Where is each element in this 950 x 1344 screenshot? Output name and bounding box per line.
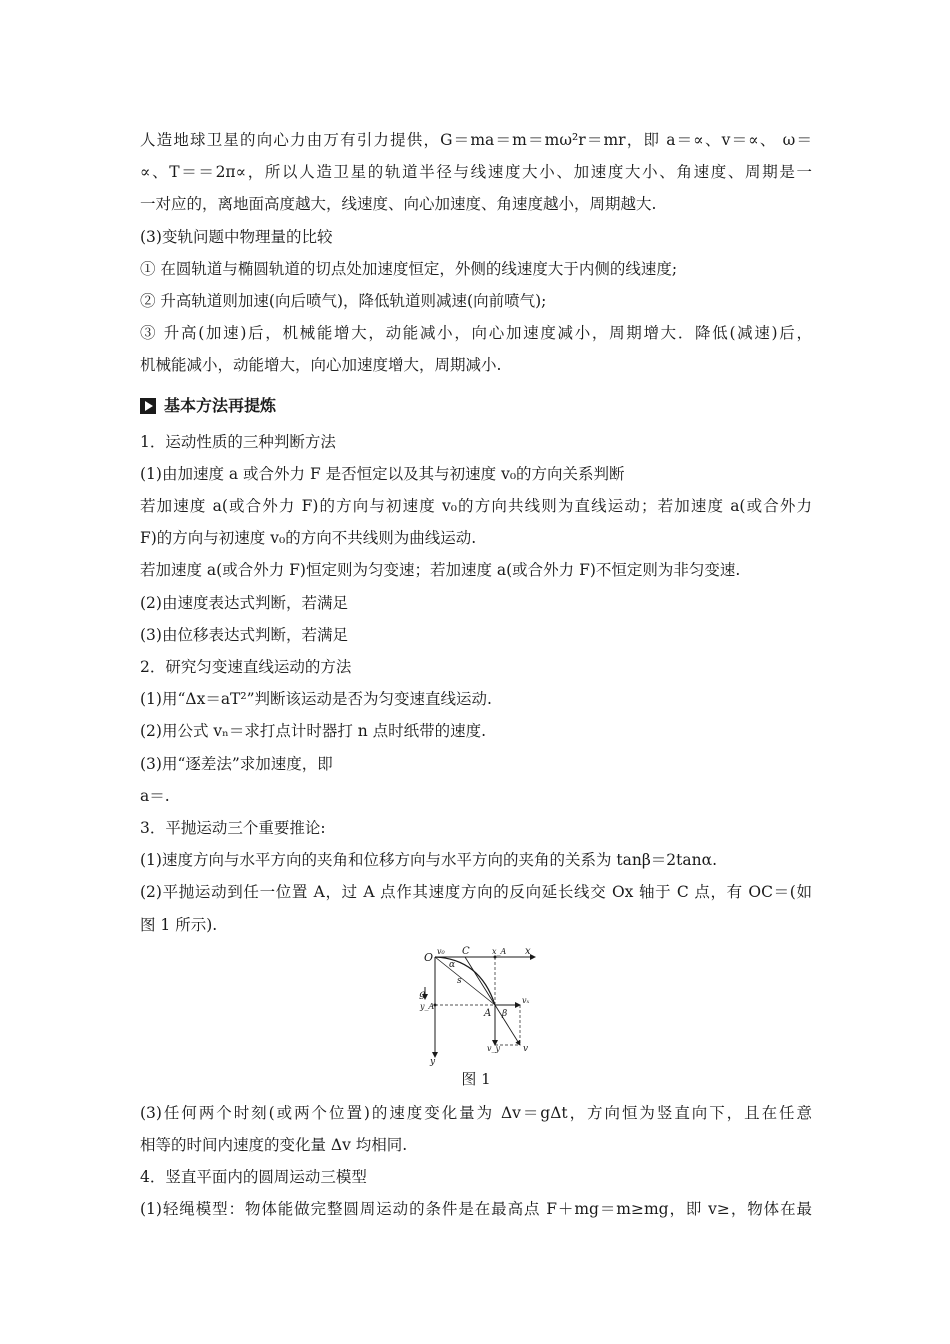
label-v0: v₀ xyxy=(437,946,445,956)
label-alpha: α xyxy=(449,959,456,970)
projectile-diagram xyxy=(420,947,540,1065)
projectile-figure xyxy=(140,947,812,1065)
figure-caption: 图 1 xyxy=(461,1069,491,1088)
label-xA: x_A xyxy=(492,946,507,956)
play-triangle-icon xyxy=(140,398,156,414)
paragraph-line: 若加速度 a(或合外力 F)的方向与初速度 v₀的方向共线则为直线运动；若加速度 a(或合外力 xyxy=(140,497,812,516)
paragraph-line: (2)用公式 vₙ＝求打点计时器打 n 点时纸带的速度. xyxy=(140,722,487,741)
label-C: C xyxy=(462,945,470,957)
label-beta: β xyxy=(502,1008,508,1019)
paragraph-line: (3)由位移表达式判断，若满足 xyxy=(140,625,348,644)
label-vy: v_y xyxy=(487,1043,501,1053)
paragraph-line: (2)由速度表达式判断，若满足 xyxy=(140,593,348,612)
label-s: s xyxy=(457,975,462,986)
list-item: ② 升高轨道则加速(向后喷气)，降低轨道则减速(向前喷气); xyxy=(140,291,547,310)
paragraph-line: 若加速度 a(或合外力 F)恒定则为匀变速；若加速度 a(或合外力 F)不恒定则为非匀变速. xyxy=(140,561,741,580)
numbered-item: 4．竖直平面内的圆周运动三模型 xyxy=(140,1168,367,1187)
paragraph-line: 人造地球卫星的向心力由万有引力提供，G＝ma＝m＝mω²r＝mr，即 a＝∝、v＝∝、 ω＝ xyxy=(140,131,812,149)
paragraph-line: (3)任何两个时刻(或两个位置)的速度变化量为 Δv＝gΔt，方向恒为竖直向下，且在任意 xyxy=(140,1103,812,1122)
paragraph-line: F)的方向与初速度 v₀的方向不共线则为曲线运动. xyxy=(140,529,477,548)
paragraph-line: ∝、T＝＝2π∝，所以人造卫星的轨道半径与线速度大小、加速度大小、角速度、周期是一 xyxy=(140,163,812,182)
paragraph-line: (1)用“Δx＝aT²”判断该运动是否为匀变速直线运动. xyxy=(140,690,492,709)
numbered-item: 1．运动性质的三种判断方法 xyxy=(140,432,336,451)
list-item: ③ 升高(加速)后，机械能增大，动能减小，向心加速度减小，周期增大．降低(减速)后， xyxy=(140,324,812,343)
paragraph-line: (2)平抛运动到任一位置 A，过 A 点作其速度方向的反向延长线交 Ox 轴于 C 点，有 OC＝(如 xyxy=(140,883,812,902)
document-body xyxy=(140,124,812,1225)
list-item: ① 在圆轨道与椭圆轨道的切点处加速度恒定，外侧的线速度大于内侧的线速度; xyxy=(140,259,678,278)
label-A: A xyxy=(484,1007,492,1019)
paragraph-line: 一对应的，离地面高度越大，线速度、向心加速度、角速度越小，周期越大. xyxy=(140,195,657,214)
paragraph-line: (1)轻绳模型：物体能做完整圆周运动的条件是在最高点 F＋mg＝m≥mg，即 v≥，物体在最 xyxy=(140,1200,812,1219)
paragraph-line: (3)用“逐差法”求加速度，即 xyxy=(140,754,333,773)
label-g: g xyxy=(419,988,426,1000)
paragraph-line: (1)速度方向与水平方向的夹角和位移方向与水平方向的夹角的关系为 tanβ＝2tanα. xyxy=(140,851,718,870)
label-vx: vₓ xyxy=(522,995,530,1005)
label-x: x xyxy=(525,945,531,957)
paragraph-line: 相等的时间内速度的变化量 Δv 均相同. xyxy=(140,1135,408,1154)
label-v: v xyxy=(523,1043,529,1054)
displacement-line xyxy=(435,957,495,1005)
numbered-item: 3．平抛运动三个重要推论: xyxy=(140,818,326,837)
subsection-title: (3)变轨问题中物理量的比较 xyxy=(140,227,333,246)
section-heading xyxy=(140,390,812,422)
label-yA: y_A xyxy=(420,1001,435,1011)
label-O: O xyxy=(424,950,434,964)
section-heading-text: 基本方法再提炼 xyxy=(164,395,277,415)
paragraph-line: 机械能减小，动能增大，向心加速度增大，周期减小. xyxy=(140,356,502,375)
velocity-line xyxy=(465,957,520,1045)
formula-line: a＝. xyxy=(140,786,170,805)
numbered-item: 2．研究匀变速直线运动的方法 xyxy=(140,658,352,676)
paragraph-line: (1)由加速度 a 或合外力 F 是否恒定以及其与初速度 v₀的方向关系判断 xyxy=(140,464,625,483)
label-y: y xyxy=(430,1056,436,1067)
paragraph-line: 图 1 所示). xyxy=(140,915,218,934)
